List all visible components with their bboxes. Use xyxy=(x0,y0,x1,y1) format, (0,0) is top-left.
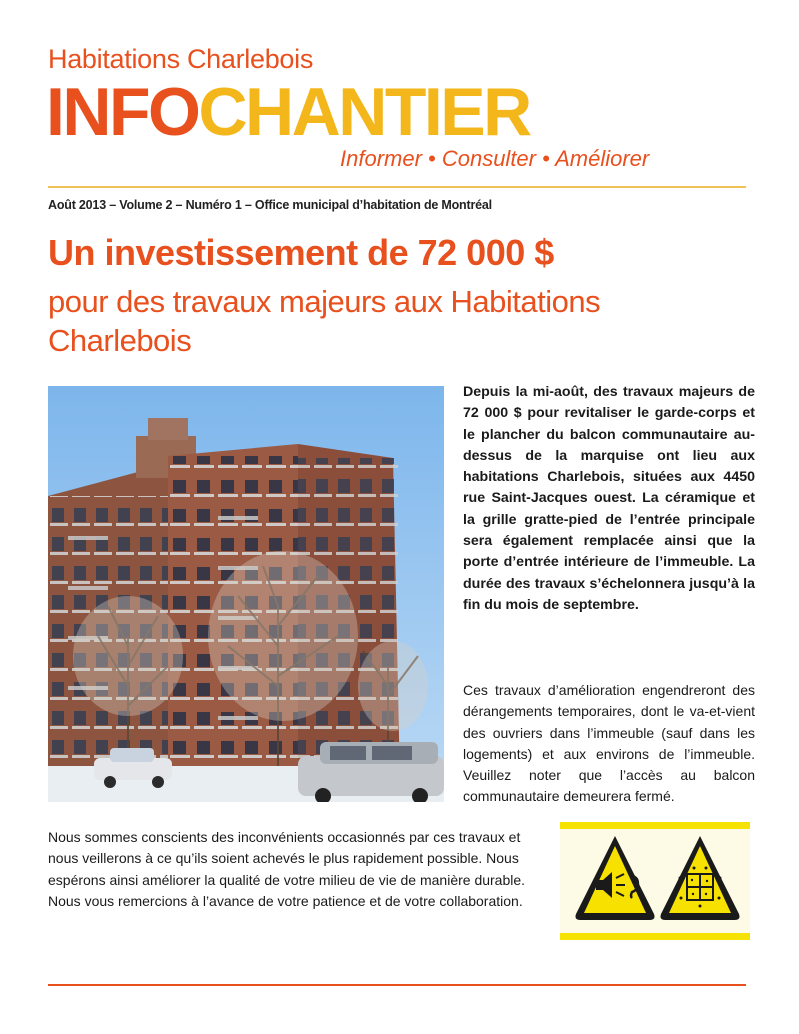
warning-signs-panel xyxy=(560,822,750,940)
article-lead: Depuis la mi-août, des travaux majeurs de 72 000 $ pour revitaliser le garde-corps et le plancher du balcon communautaire au-dessus de la marquise ont lieu aux habitations Charlebois, situées aux 4450 rue Saint-Jacques ouest. La céramique et la grille gratte-pied de l’entrée principale sera également remplacée ainsi que la porte d’entrée intérieure de l’immeuble. La durée des travaux s’échelonnera jusqu’à la fin du mois de septembre. xyxy=(463,384,755,613)
article-paragraph-3: Nous sommes conscients des inconvénients occasionnés par ces travaux et nous veillerons à ce qu’ils soient achevés le plus rapidement possible. Nous espérons ainsi améliorer la qualité de votre milieu de vie de manière durable. Nous vous remercions à l’avance de votre patience et de votre collaboration. xyxy=(48,829,526,909)
building-photo xyxy=(48,386,444,802)
headline-primary: Un investissement de 72 000 $ xyxy=(48,232,554,273)
issue-line: Août 2013 – Volume 2 – Numéro 1 – Office municipal d’habitation de Montréal xyxy=(48,198,492,212)
tagline: Informer • Consulter • Améliorer xyxy=(340,146,650,171)
footer-divider xyxy=(48,984,746,986)
masthead-info: INFO xyxy=(46,74,199,150)
masthead-title xyxy=(46,74,530,150)
masthead-chantier: CHANTIER xyxy=(198,74,530,150)
headline-secondary: pour des travaux majeurs aux Habitations Charlebois xyxy=(48,284,601,358)
header-divider xyxy=(48,186,746,188)
publisher-name: Habitations Charlebois xyxy=(48,44,314,74)
article-paragraph-2: Ces travaux d’amélioration engendreront des dérangements temporaires, dont le va-et-vient des ouvriers dans l’immeuble (sauf dans les logements) et aux environs de l’immeuble. Veuillez noter que l’accès au balcon communautaire demeurera fermé. xyxy=(463,682,755,805)
